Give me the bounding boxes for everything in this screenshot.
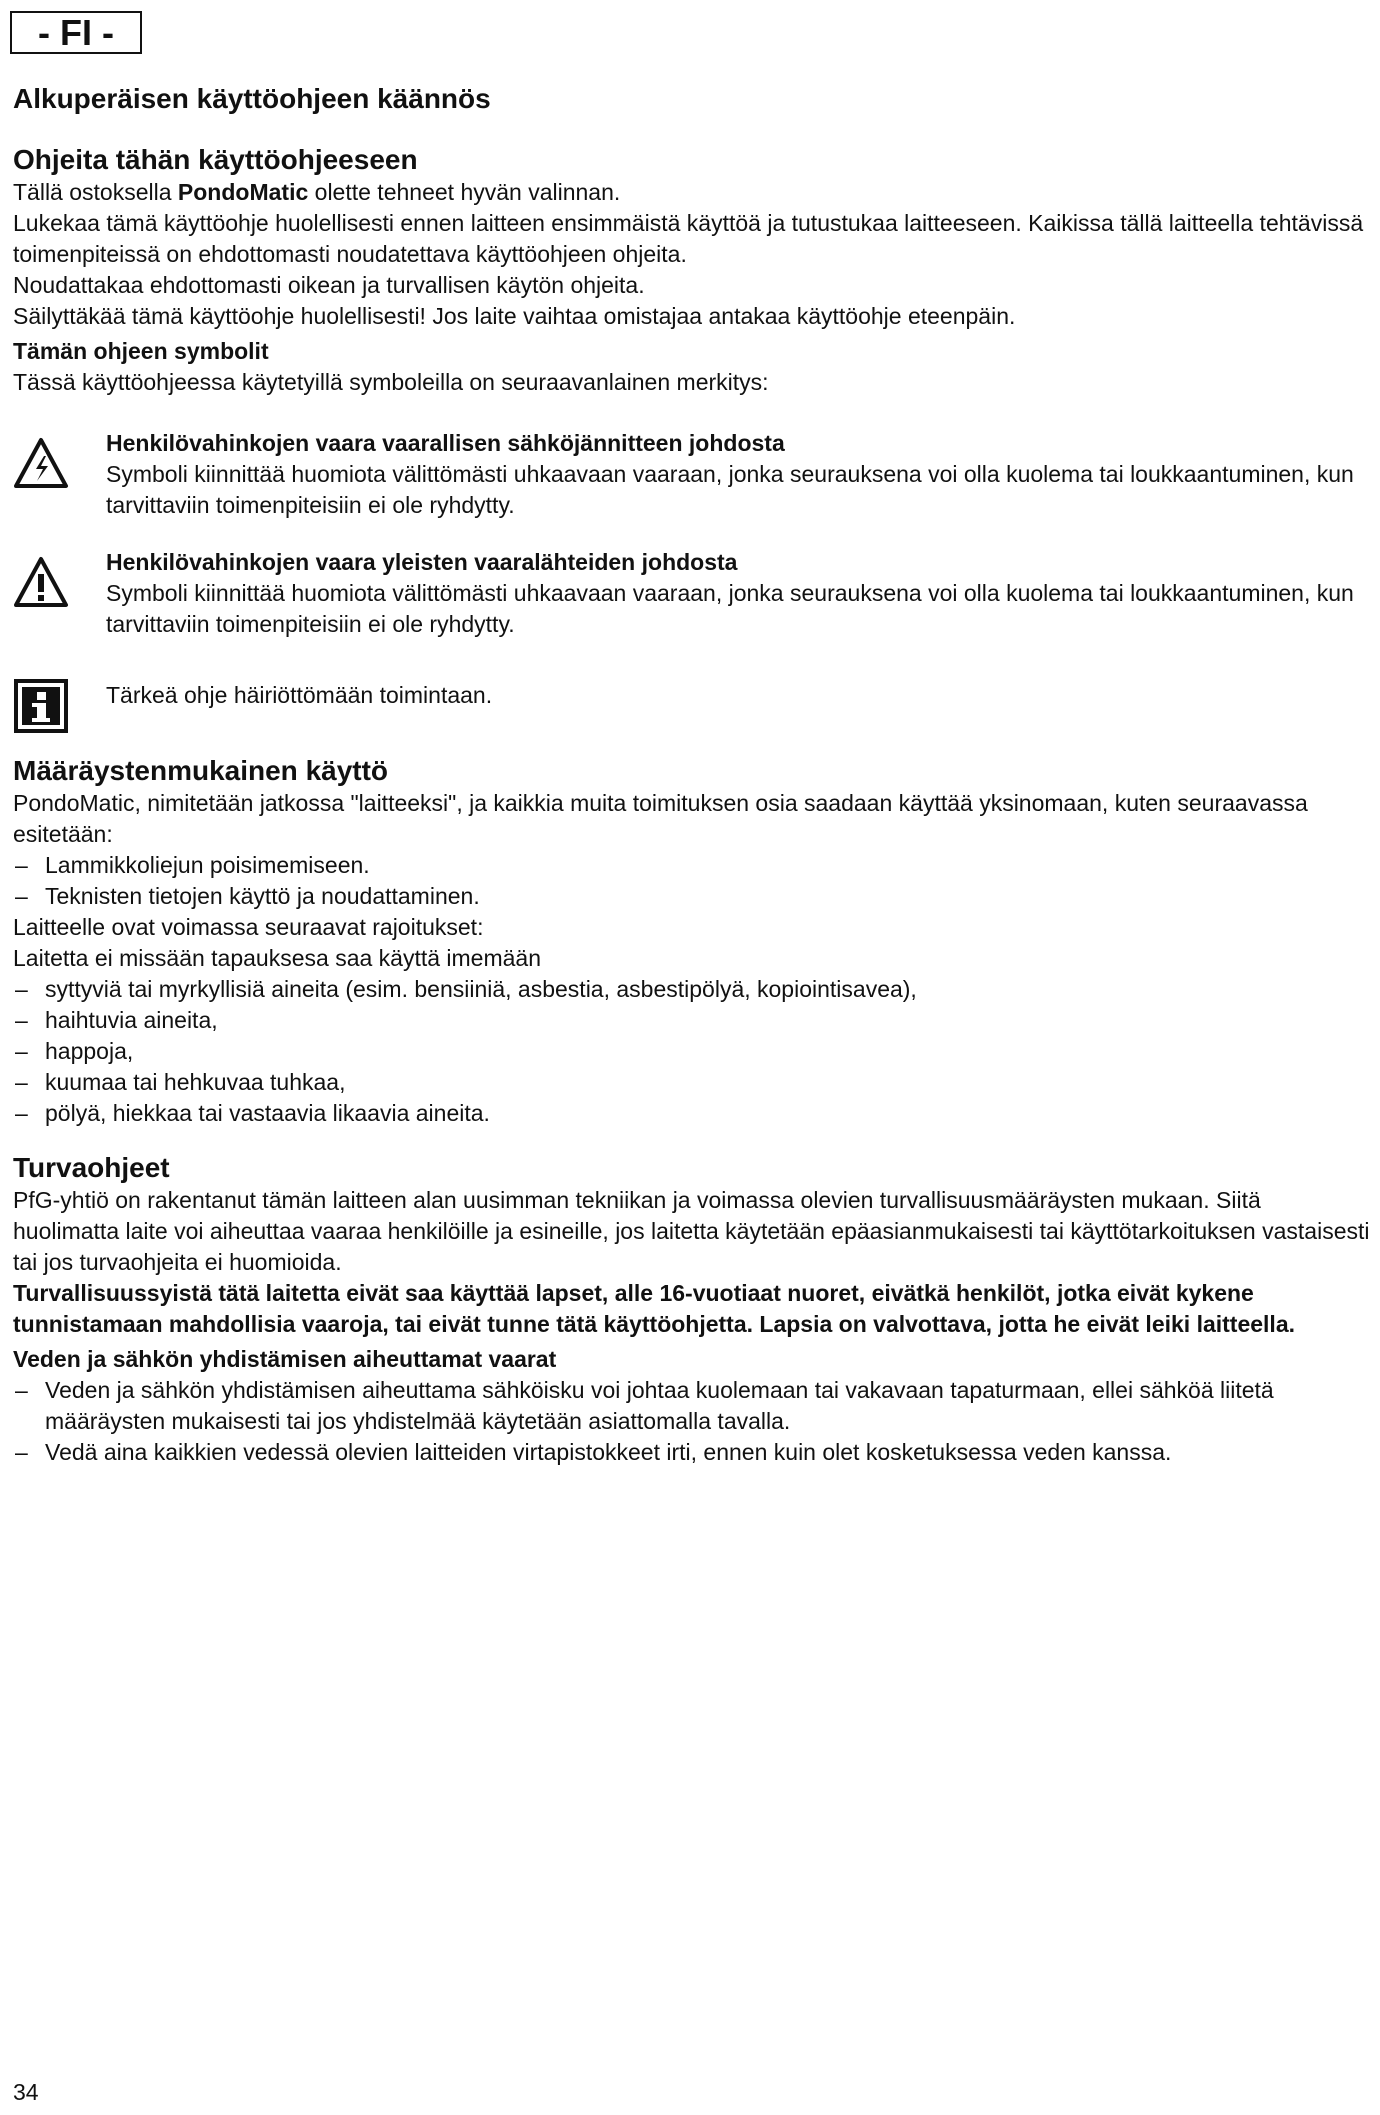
- symbols-intro: Tässä käyttöohjeessa käytetyillä symboleilla on seuraavanlainen merkitys:: [13, 369, 769, 395]
- symbols-heading: Tämän ohjeen symbolit: [13, 338, 269, 364]
- intro-line-1-post: olette tehneet hyvän valinnan.: [308, 179, 621, 205]
- document-body: [13, 82, 1373, 1468]
- intro-paragraph-4: Säilyttäkää tämä käyttöohje huolellisesti! Jos laite vaihtaa omistajaa antakaa käyttöohje eteenpäin.: [13, 303, 1016, 329]
- intended-use-paragraph-2: Laitteelle ovat voimassa seuraavat rajoitukset:: [13, 914, 484, 940]
- symbol-electric-title: Henkilövahinkojen vaara vaarallisen sähköjännitteen johdosta: [106, 430, 785, 456]
- list-item: – kuumaa tai hehkuvaa tuhkaa,: [13, 1067, 1373, 1098]
- safety-warning-paragraph: Turvallisuussyistä tätä laitetta eivät saa käyttää lapset, alle 16-vuotiaat nuoret, eivätkä henkilöt, jotka eivät kykene tunnistamaan mahdollisia vaaroja, tai eivät tunne tätä käyttöohjetta. Lapsia on valvottava, jotta he eivät leiki laitteella.: [13, 1280, 1296, 1337]
- electric-hazard-icon: [13, 436, 69, 492]
- page-number: 34: [13, 2079, 39, 2105]
- safety-paragraph-1: PfG-yhtiö on rakentanut tämän laitteen alan uusimman tekniikan ja voimassa olevien turvallisuusmääräysten mukaan. Siitä huolimatta laite voi aiheuttaa vaaraa henkilöille ja esineille, jos laitetta käytetään epäasianmukaisesti tai käyttötarkoituksen vastaisesti tai jos turvaohjeita ei huomioida.: [13, 1187, 1370, 1275]
- intro-heading: Ohjeita tähän käyttöohjeeseen: [13, 144, 418, 175]
- list-item: – Veden ja sähkön yhdistämisen aiheuttama sähköisku voi johtaa kuolemaan tai vakavaan tapaturmaan, ellei sähköä liitetä määräysten mukaisesti tai jos yhdistelmää käytetään asiattomalla tavalla.: [13, 1375, 1373, 1437]
- symbol-general-text: Symboli kiinnittää huomiota välittömästi uhkaavaan vaaraan, jonka seurauksena voi olla kuolema tai loukkaantuminen, kun tarvittaviin toimenpiteisiin ei ole ryhdytty.: [106, 580, 1354, 637]
- list-item: – happoja,: [13, 1036, 1373, 1067]
- symbol-info-text: Tärkeä ohje häiriöttömään toimintaan.: [106, 682, 493, 708]
- document-title: Alkuperäisen käyttöohjeen käännös: [13, 83, 491, 114]
- water-electricity-list: [13, 1375, 1373, 1468]
- list-item: – syttyviä tai myrkyllisiä aineita (esim. bensiiniä, asbestia, asbestipölyä, kopiointisavea),: [13, 974, 1373, 1005]
- symbol-general-title: Henkilövahinkojen vaara yleisten vaaralähteiden johdosta: [106, 549, 738, 575]
- symbol-electric-text: Symboli kiinnittää huomiota välittömästi uhkaavaan vaaraan, jonka seurauksena voi olla kuolema tai loukkaantuminen, kun tarvittaviin toimenpiteisiin ei ole ryhdytty.: [106, 461, 1354, 518]
- language-badge: - FI -: [10, 11, 142, 54]
- intended-use-heading: Määräystenmukainen käyttö: [13, 755, 389, 786]
- list-item: – haihtuvia aineita,: [13, 1005, 1373, 1036]
- intended-use-list: [13, 850, 1373, 912]
- symbol-electric: [13, 428, 1373, 521]
- intended-use-paragraph-3: Laitetta ei missään tapauksesa saa käyttä imemään: [13, 945, 542, 971]
- symbol-general: [13, 547, 1373, 640]
- intended-use-paragraph-1: PondoMatic, nimitetään jatkossa "laitteeksi", ja kaikkia muita toimituksen osia saadaan käyttää yksinomaan, kuten seuraavassa esitetään:: [13, 790, 1308, 847]
- safety-heading: Turvaohjeet: [13, 1152, 170, 1183]
- intro-line-1-pre: Tällä ostoksella: [13, 179, 178, 205]
- list-item: – pölyä, hiekkaa tai vastaavia likaavia aineita.: [13, 1098, 1373, 1129]
- info-icon: [13, 678, 69, 734]
- restrictions-list: [13, 974, 1373, 1129]
- list-item: – Teknisten tietojen käyttö ja noudattaminen.: [13, 881, 1373, 912]
- intro-paragraph-3: Noudattakaa ehdottomasti oikean ja turvallisen käytön ohjeita.: [13, 272, 645, 298]
- list-item: – Lammikkoliejun poisimemiseen.: [13, 850, 1373, 881]
- general-warning-icon: [13, 555, 69, 611]
- brand-name: PondoMatic: [177, 179, 309, 205]
- intro-line-1: [13, 177, 1373, 208]
- list-item: – Vedä aina kaikkien vedessä olevien laitteiden virtapistokkeet irti, ennen kuin olet kosketuksessa veden kanssa.: [13, 1437, 1373, 1468]
- symbol-info: [13, 680, 1373, 740]
- intro-paragraph-2: Lukekaa tämä käyttöohje huolellisesti ennen laitteen ensimmäistä käyttöä ja tutustukaa laitteeseen. Kaikissa tällä laitteella tehtävissä toimenpiteissä on ehdottomasti noudatettava käyttöohjeen ohjeita.: [13, 210, 1364, 267]
- water-electricity-heading: Veden ja sähkön yhdistämisen aiheuttamat vaarat: [13, 1346, 557, 1372]
